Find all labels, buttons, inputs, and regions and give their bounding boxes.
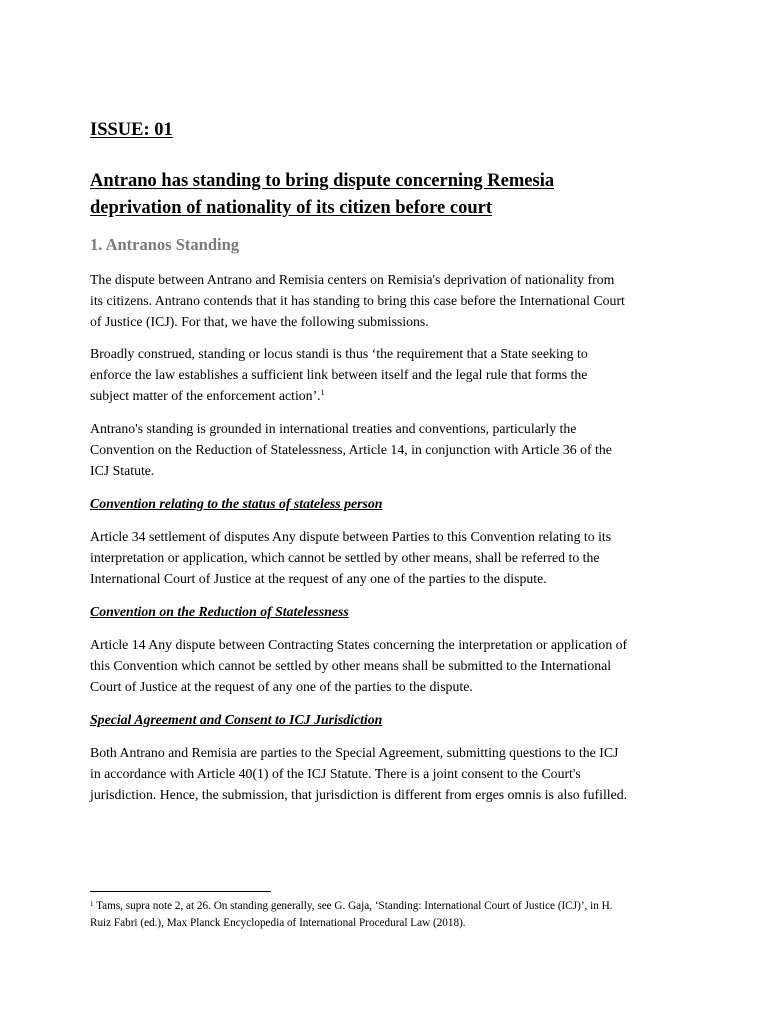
- paragraph-line: Article 34 settlement of disputes Any dispute between Parties to this Convention relating to its: [90, 529, 612, 544]
- section-title-reduction-statelessness: Convention on the Reduction of Statelessness: [90, 604, 349, 619]
- main-heading-line-1: Antrano has standing to bring dispute concerning Remesia: [90, 171, 555, 191]
- paragraph-line: The dispute between Antrano and Remisia centers on Remisia's deprivation of nationality from: [90, 272, 615, 287]
- paragraph-line: ICJ Statute.: [90, 463, 155, 479]
- footnote-line: [90, 898, 700, 915]
- paragraph-line: its citizens. Antrano contends that it has standing to bring this case before the International Court: [90, 293, 625, 309]
- paragraph-line: Court of Justice at the request of any one of the parties to the dispute.: [90, 679, 473, 695]
- footnote-number: 1: [90, 900, 94, 908]
- paragraph-standing-definition: [90, 343, 690, 407]
- footnote-separator: [90, 891, 271, 892]
- main-heading-line-2: deprivation of nationality of its citizen before court: [90, 198, 492, 218]
- issue-heading: ISSUE: 01: [90, 120, 173, 140]
- paragraph-line: Convention on the Reduction of Statelessness, Article 14, in conjunction with Article 36 of the: [90, 442, 612, 458]
- main-heading: [90, 168, 700, 222]
- paragraph-article-14: [90, 634, 690, 698]
- paragraph-line: interpretation or application, which cannot be settled by other means, shall be referred to the: [90, 550, 600, 566]
- paragraph-line: this Convention which cannot be settled by other means shall be submitted to the International: [90, 658, 612, 674]
- paragraph-line: International Court of Justice at the request of any one of the parties to the dispute.: [90, 571, 547, 587]
- paragraph-line: [90, 385, 690, 406]
- footnote-text: Tams, supra note 2, at 26. On standing generally, see G. Gaja, ‘Standing: International Court of Justice (ICJ)’, in H.: [93, 900, 613, 912]
- paragraph-line-text: subject matter of the enforcement action’.: [90, 388, 321, 404]
- paragraph-line: Broadly construed, standing or locus standi is thus ‘the requirement that a State seeking to: [90, 346, 588, 361]
- paragraph-line: Both Antrano and Remisia are parties to the Special Agreement, submitting questions to the ICJ: [90, 745, 619, 760]
- footnote-reference[interactable]: 1: [320, 388, 325, 398]
- footnote-line: Ruiz Fabri (ed.), Max Planck Encyclopedia of International Procedural Law (2018).: [90, 917, 466, 929]
- footnote: [90, 898, 700, 932]
- paragraph-article-34: [90, 526, 690, 590]
- paragraph-line: jurisdiction. Hence, the submission, that jurisdiction is different from erges omnis is also fufilled.: [90, 787, 628, 803]
- section-title-special-agreement: Special Agreement and Consent to ICJ Jurisdiction: [90, 712, 383, 727]
- paragraph-dispute: [90, 269, 690, 333]
- paragraph-special-agreement: [90, 742, 690, 806]
- section-title-stateless-person: Convention relating to the status of stateless person: [90, 496, 383, 511]
- section-subheading: 1. Antranos Standing: [90, 235, 240, 254]
- paragraph-line: in accordance with Article 40(1) of the ICJ Statute. There is a joint consent to the Court's: [90, 766, 581, 782]
- paragraph-line: enforce the law establishes a sufficient link between itself and the legal rule that forms the: [90, 367, 588, 383]
- paragraph-line: of Justice (ICJ). For that, we have the following submissions.: [90, 314, 429, 330]
- paragraph-line: Antrano's standing is grounded in international treaties and conventions, particularly the: [90, 421, 577, 436]
- paragraph-standing-grounds: [90, 418, 690, 482]
- paragraph-line: Article 14 Any dispute between Contracting States concerning the interpretation or application of: [90, 637, 628, 652]
